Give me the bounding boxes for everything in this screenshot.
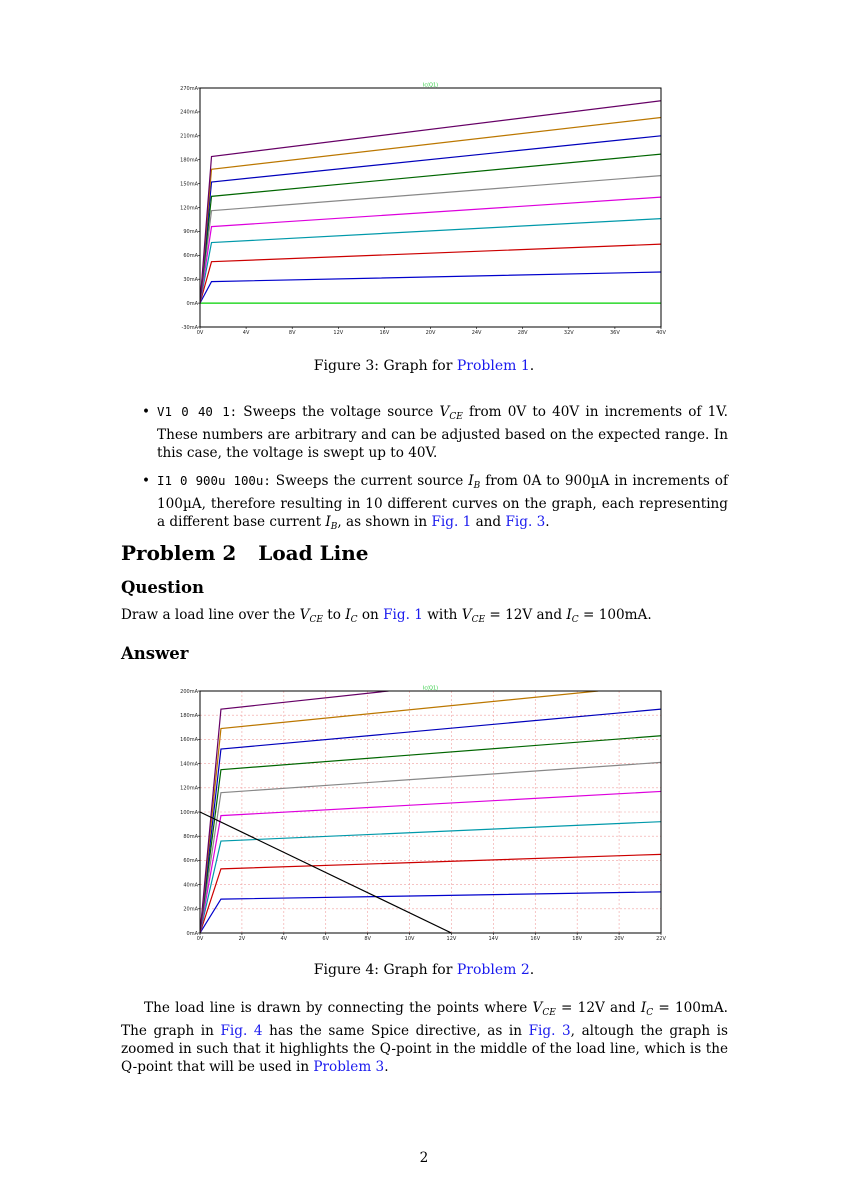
y-tick-label: 210mA bbox=[180, 133, 198, 140]
bullet-v1-text-a: Sweeps the voltage source bbox=[237, 404, 440, 420]
series-line-2 bbox=[200, 272, 661, 303]
page-number: 2 bbox=[419, 1150, 429, 1166]
question-heading: Question bbox=[121, 578, 205, 597]
bullet-i1-link-fig1[interactable]: Fig. 1 bbox=[431, 514, 472, 530]
legend-label: Ic(Q1) bbox=[422, 685, 439, 692]
bullet-dot: • bbox=[142, 473, 151, 489]
x-tick-label: 18V bbox=[572, 936, 583, 942]
bullet-i1-text-d: and bbox=[471, 514, 506, 530]
x-tick-label: 16V bbox=[379, 330, 390, 336]
question-var-vce-sub: CE bbox=[309, 615, 323, 625]
legend-label: Ic(Q1) bbox=[422, 82, 439, 89]
x-tick-label: 28V bbox=[517, 330, 528, 336]
question-var-vce2: V bbox=[461, 607, 472, 623]
series-line-5 bbox=[200, 197, 661, 303]
y-tick-label: 150mA bbox=[180, 181, 198, 188]
bullet-i1-var: I bbox=[468, 473, 474, 489]
figure-3-caption-prefix: Figure 3: Graph for bbox=[313, 358, 457, 374]
x-tick-label: 0V bbox=[196, 936, 204, 942]
figure-4-caption bbox=[0, 962, 848, 978]
plot-frame bbox=[200, 88, 661, 327]
question-text-f: = 100mA. bbox=[578, 607, 652, 623]
paragraph-text-e: , altough the graph is zoomed in such that it highlights the Q-point in the middle of the load line, which is the Q-point that will be used in bbox=[121, 1023, 728, 1075]
figure-4-caption-suffix: . bbox=[529, 962, 535, 978]
y-tick-label: 60mA bbox=[183, 858, 198, 865]
y-tick-label: 90mA bbox=[183, 229, 198, 236]
y-tick-label: 200mA bbox=[180, 688, 198, 695]
bullet-v1-var: V bbox=[439, 404, 450, 420]
question-var-ic: I bbox=[345, 607, 351, 623]
bullet-i1-link-fig3[interactable]: Fig. 3 bbox=[505, 514, 546, 530]
question-var-vce2-sub: CE bbox=[471, 615, 486, 625]
series-line-9 bbox=[200, 117, 661, 303]
y-tick-label: 0mA bbox=[186, 930, 198, 937]
figure-3-svg bbox=[178, 80, 668, 342]
x-tick-label: 8V bbox=[288, 330, 296, 336]
bullet-item-v1 bbox=[140, 403, 728, 462]
paragraph-var-vce-sub: CE bbox=[542, 1008, 556, 1018]
x-tick-label: 14V bbox=[488, 936, 499, 942]
x-tick-label: 24V bbox=[471, 330, 482, 336]
question-var-ic2-sub: C bbox=[571, 615, 579, 625]
y-tick-label: 140mA bbox=[180, 761, 198, 768]
bullet-v1-code: V1 0 40 1: bbox=[157, 404, 238, 419]
series-line-6 bbox=[200, 736, 661, 933]
figure-3-caption-suffix: . bbox=[529, 358, 535, 374]
bullet-v1-text-b: from 0V to 40V in increments of 1V. These numbers are arbitrary and can be adjusted based on the expected range. In this case, the voltage is swept up to 40V. bbox=[157, 404, 728, 461]
y-tick-label: 160mA bbox=[180, 737, 198, 744]
figure-3-caption bbox=[0, 358, 848, 374]
bullet-i1-code: I1 0 900u 100u: bbox=[157, 473, 271, 488]
y-tick-label: 100mA bbox=[180, 809, 198, 816]
question-text-e: = 12V and bbox=[485, 607, 567, 623]
bullet-i1-var2-sub: B bbox=[330, 522, 338, 532]
section-heading bbox=[121, 541, 369, 565]
figure-3-caption-link[interactable]: Problem 1 bbox=[456, 358, 530, 374]
bullet-i1-text-e: . bbox=[545, 514, 550, 530]
question-link-fig1[interactable]: Fig. 1 bbox=[383, 607, 423, 623]
series-line-1 bbox=[200, 892, 661, 933]
y-tick-label: 20mA bbox=[183, 906, 198, 913]
x-tick-label: 40V bbox=[656, 330, 666, 336]
series-line-7 bbox=[200, 709, 661, 933]
bullet-v1-var-sub: CE bbox=[449, 412, 463, 422]
y-tick-label: 30mA bbox=[183, 277, 198, 283]
paragraph-text-c: = 100mA. The graph in bbox=[121, 1000, 728, 1039]
bullet-i1-var2: I bbox=[325, 514, 331, 530]
y-tick-label: 0mA bbox=[186, 300, 198, 307]
y-tick-label: -30mA bbox=[181, 324, 198, 331]
x-tick-label: 0V bbox=[196, 330, 204, 336]
x-tick-label: 6V bbox=[322, 936, 330, 942]
bullet-dot: • bbox=[142, 404, 151, 420]
y-tick-label: 180mA bbox=[180, 713, 198, 719]
figure-3-chart bbox=[178, 80, 668, 342]
paragraph-var-vce: V bbox=[532, 1000, 543, 1016]
bullet-item-i1 bbox=[140, 472, 728, 536]
answer-heading: Answer bbox=[121, 644, 189, 663]
section-title: Load Line bbox=[258, 541, 369, 565]
y-tick-label: 60mA bbox=[183, 253, 198, 260]
bullet-i1-var-sub: B bbox=[473, 481, 481, 491]
series-group bbox=[200, 101, 661, 303]
paragraph-text-f: . bbox=[384, 1059, 389, 1075]
figure-4-caption-prefix: Figure 4: Graph for bbox=[313, 962, 457, 978]
x-tick-label: 10V bbox=[404, 936, 415, 942]
paragraph-text-a: The load line is drawn by connecting the points where bbox=[144, 1000, 533, 1016]
y-tick-label: 240mA bbox=[180, 109, 198, 116]
x-tick-label: 32V bbox=[563, 330, 574, 336]
paragraph-text-b: = 12V and bbox=[555, 1000, 641, 1016]
section-number: Problem 2 bbox=[121, 541, 237, 565]
paragraph-link-fig4[interactable]: Fig. 4 bbox=[220, 1023, 263, 1039]
series-line-10 bbox=[200, 812, 451, 933]
load-line-paragraph bbox=[121, 999, 728, 1076]
question-text-d: with bbox=[422, 607, 462, 623]
paragraph-text-d: has the same Spice directive, as in bbox=[262, 1023, 529, 1039]
x-tick-label: 12V bbox=[446, 936, 457, 942]
series-line-4 bbox=[200, 219, 661, 303]
y-tick-label: 270mA bbox=[180, 85, 198, 92]
x-tick-label: 20V bbox=[425, 330, 436, 336]
x-tick-label: 4V bbox=[280, 936, 288, 942]
bullet-i1-text-c: , as shown in bbox=[337, 514, 432, 530]
question-var-ic-sub: C bbox=[350, 615, 358, 625]
question-text-b: to bbox=[322, 607, 346, 623]
x-tick-label: 20V bbox=[614, 936, 624, 942]
figure-4-svg bbox=[178, 684, 668, 948]
sweep-bullet-list bbox=[140, 403, 728, 546]
series-line-3 bbox=[200, 822, 661, 933]
y-tick-label: 120mA bbox=[180, 205, 198, 212]
paragraph-var-ic: I bbox=[640, 1000, 647, 1016]
figure-4-chart bbox=[178, 684, 668, 948]
y-tick-label: 180mA bbox=[180, 157, 198, 164]
x-tick-label: 4V bbox=[242, 330, 250, 336]
x-tick-label: 2V bbox=[238, 936, 246, 942]
paragraph-link-problem3[interactable]: Problem 3 bbox=[313, 1059, 385, 1075]
figure-4-caption-link[interactable]: Problem 2 bbox=[456, 962, 530, 978]
paragraph-link-fig3[interactable]: Fig. 3 bbox=[528, 1023, 571, 1039]
x-tick-label: 12V bbox=[333, 330, 344, 336]
x-tick-label: 16V bbox=[530, 936, 541, 942]
question-var-vce: V bbox=[299, 607, 310, 623]
question-var-ic2: I bbox=[566, 607, 572, 623]
y-tick-label: 40mA bbox=[183, 882, 198, 889]
question-text-c: on bbox=[357, 607, 384, 623]
bullet-i1-text-b: from 0A to 900µA in increments of 100µA, therefore resulting in 10 different curves on the graph, each representing a different base current bbox=[157, 473, 728, 530]
paragraph-var-ic-sub: C bbox=[646, 1008, 654, 1018]
x-tick-label: 36V bbox=[610, 330, 620, 336]
bullet-i1-text-a: Sweeps the current source bbox=[270, 473, 469, 489]
question-text-a: Draw a load line over the bbox=[121, 607, 300, 623]
y-tick-label: 120mA bbox=[180, 785, 198, 792]
question-text bbox=[121, 606, 728, 629]
x-tick-label: 8V bbox=[364, 936, 371, 942]
series-line-2 bbox=[200, 854, 661, 933]
x-tick-label: 22V bbox=[656, 936, 666, 942]
y-tick-label: 80mA bbox=[183, 834, 198, 840]
